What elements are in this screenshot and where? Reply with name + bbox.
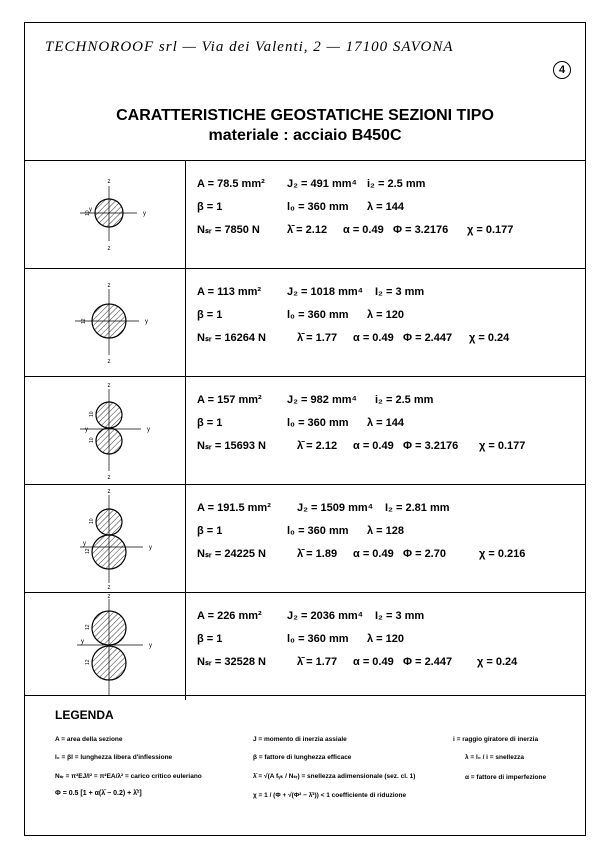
legend-item: Nₛᵣ = π²EJ/l² = π²EA/λ² = carico critico euleriano	[55, 773, 202, 780]
section-data: A = 191.5 mm² J₂ = 1509 mm⁴ I₂ = 2.81 mm β = 1 l₀ = 360 mm λ = 128 Nₛᵣ = 24225 N λ̄ = 1.89 α = 0.49 Φ = 2.70 χ = 0.216	[197, 502, 526, 560]
svg-text:y: y	[143, 211, 146, 217]
svg-text:z: z	[107, 246, 111, 252]
svg-text:y: y	[89, 207, 92, 213]
svg-text:y: y	[81, 639, 84, 645]
section-figure	[25, 593, 185, 700]
svg-text:z: z	[107, 489, 111, 495]
section-row	[25, 484, 585, 592]
legend-item: i = raggio giratore di inerzia	[453, 736, 539, 743]
dim-label: 12	[81, 318, 87, 324]
company-header: TECHNOROOF srl — Via dei Valenti, 2 — 17100 SAVONA	[45, 39, 454, 55]
legend-item: β = fattore di lunghezza efficace	[253, 754, 352, 761]
section-row	[25, 376, 585, 484]
document-subtitle: materiale : acciaio B450C	[208, 127, 402, 144]
svg-text:y: y	[147, 427, 150, 433]
svg-text:z: z	[107, 359, 111, 365]
section-figure	[25, 377, 185, 484]
dim-label: 10	[89, 411, 95, 417]
svg-text:y: y	[83, 541, 86, 547]
sections-table	[25, 160, 585, 700]
section-row	[25, 160, 585, 268]
section-row	[25, 592, 585, 700]
legend	[25, 695, 585, 838]
svg-text:z: z	[107, 475, 111, 481]
sheet-number-badge: 4	[553, 61, 571, 79]
svg-text:z: z	[107, 585, 111, 591]
legend-item: J = momento di inerzia assiale	[253, 736, 347, 743]
legend-item: α = fattore di imperfezione	[465, 774, 547, 781]
dim-label: 10	[89, 437, 95, 443]
legend-item: χ = 1 / (Φ + √(Φ² − λ̄²)) < 1 coefficiente di riduzione	[253, 792, 407, 799]
svg-text:y: y	[149, 643, 152, 649]
section-data: A = 113 mm² J₂ = 1018 mm⁴ I₂ = 3 mm β = 1 l₀ = 360 mm λ = 120 Nₛᵣ = 16264 N λ̄ = 1.77 α = 0.49 Φ = 2.447 χ = 0.24	[197, 286, 510, 344]
dim-label: 12	[85, 548, 91, 554]
svg-text:z: z	[107, 594, 111, 600]
svg-text:y: y	[85, 427, 88, 433]
document-frame	[24, 22, 586, 836]
svg-text:z: z	[107, 383, 111, 389]
section-figure	[25, 269, 185, 376]
svg-text:y: y	[149, 545, 152, 551]
legend-item: Φ = 0.5 [1 + α(λ̄ − 0.2) + λ̄²]	[55, 790, 142, 797]
legend-item: A = area della sezione	[55, 736, 123, 743]
section-row	[25, 268, 585, 376]
legend-item: λ̄ = √(A fᵧₖ / Nₛᵣ) = snellezza adimensionale (sez. cl. 1)	[253, 773, 416, 780]
section-figure	[25, 161, 185, 268]
section-figure	[25, 485, 185, 592]
section-data: A = 226 mm² J₂ = 2036 mm⁴ I₂ = 3 mm β = 1 l₀ = 360 mm λ = 120 Nₛᵣ = 32528 N λ̄ = 1.77 α = 0.49 Φ = 2.447 χ = 0.24	[197, 610, 518, 668]
dim-label: 12	[85, 624, 91, 630]
legend-title: LEGENDA	[55, 708, 114, 722]
svg-text:y: y	[145, 319, 148, 325]
section-data: A = 157 mm² J₂ = 982 mm⁴ i₂ = 2.5 mm β = 1 l₀ = 360 mm λ = 144 Nₛᵣ = 15693 N λ̄ = 2.12 α = 0.49 Φ = 3.2176 χ = 0.177	[197, 394, 526, 452]
dim-label: 10	[85, 210, 91, 216]
legend-item: l₀ = βl = lunghezza libera d'inflessione	[55, 754, 173, 761]
section-data: A = 78.5 mm² J₂ = 491 mm⁴ i₂ = 2.5 mm β = 1 l₀ = 360 mm λ = 144 Nₛᵣ = 7850 N λ̄ = 2.12 α = 0.49 Φ = 3.2176 χ = 0.177	[197, 178, 514, 236]
dim-label: 10	[89, 518, 95, 524]
dim-label: 12	[85, 659, 91, 665]
svg-text:z: z	[107, 283, 111, 289]
svg-text:z: z	[107, 179, 111, 185]
legend-item: λ = l₀ / i = snellezza	[465, 754, 524, 761]
document-title: CARATTERISTICHE GEOSTATICHE SEZIONI TIPO	[116, 107, 494, 124]
